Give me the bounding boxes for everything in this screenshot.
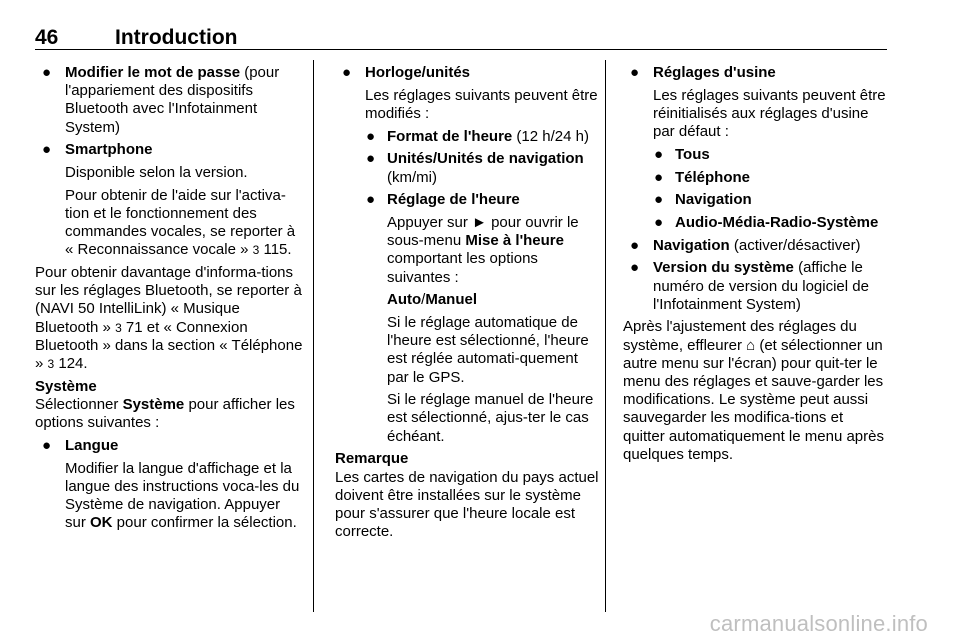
list-item [35, 141, 303, 259]
bullet-icon: ● [366, 127, 376, 145]
item-title: Langue [65, 436, 119, 454]
page-reference-icon: 3 [115, 320, 122, 335]
bullet-icon: ● [342, 64, 352, 81]
bullet-icon: ● [654, 191, 664, 209]
list-item: ● Unités/Unités de navigation (km/mi) [366, 150, 584, 186]
list-item: ● Version du système (affiche le numéro de version du logiciel de l'Infotainment System) [630, 259, 869, 313]
bullet-icon: ● [630, 236, 640, 254]
bullet-icon: ● [654, 213, 664, 231]
list-item [35, 64, 303, 137]
arrow-right-icon: ► [472, 213, 487, 231]
item-text: Les réglages suivants peuvent être réinitialisés aux réglages d'usine par défaut : [653, 86, 886, 141]
bullet-icon: ● [630, 64, 640, 81]
bullet-icon: ● [42, 64, 52, 81]
list-item: ● Tous [654, 145, 710, 163]
bullet-icon: ● [42, 141, 52, 159]
option-label: Auto/Manuel [387, 291, 478, 309]
bullet-icon: ● [654, 145, 664, 163]
page-reference-icon: 3 [47, 357, 55, 372]
list-item: ● Format de l'heure (12 h/24 h) [366, 127, 589, 145]
column-1 [35, 64, 303, 537]
item-title: Horloge/unités [365, 64, 471, 81]
page-header [35, 26, 887, 50]
page-title: Introduction [115, 26, 238, 49]
item-title: Smartphone [65, 141, 153, 159]
list-item: ● Navigation (activer/désactiver) [630, 236, 861, 254]
list-item [335, 64, 600, 123]
list-item: ● Téléphone [654, 168, 751, 186]
bullet-icon: ● [654, 168, 664, 186]
note-heading: Remarque [335, 450, 409, 468]
item-text: Pour obtenir de l'aide sur l'activa-tion et le fonctionnement des commandes vocales, se reporter à « Reconnaissance vocale » 3 115. [65, 186, 296, 259]
item-text: Modifier la langue d'affichage et la langue des instructions voca-les du Système de navigation. Appuyer sur OK pour confirmer la sélection. [65, 459, 300, 532]
bullet-icon: ● [630, 259, 640, 277]
column-divider-1 [313, 60, 314, 612]
paragraph: Pour obtenir davantage d'informa-tions sur les réglages Bluetooth, se reporter à (NAVI 50 IntelliLink) « Musique Bluetooth » 3 71 et « Connexion Bluetooth » dans la section « Téléphone » 3 124. [35, 264, 303, 373]
item-text: Les réglages suivants peuvent être modifiés : [365, 86, 598, 122]
item-text: Appuyer sur ► pour ouvrir le sous-menu Mise à l'heure comportant les options suivantes : [387, 213, 579, 286]
page-number: 46 [35, 26, 59, 49]
item-text: (pour l'appariement des dispositifs Bluetooth avec l'Infotainment System) [65, 64, 280, 136]
column-2 [335, 64, 600, 541]
item-title: Modifier le mot de passe [65, 64, 241, 81]
item-text: Si le réglage manuel de l'heure est sélectionné, ajus-ter le cas échéant. [387, 391, 594, 445]
bullet-icon: ● [366, 150, 376, 168]
item-text: Si le réglage automatique de l'heure est sélectionné, l'heure est réglée automati-quement par le GPS. [387, 313, 589, 386]
column-3 [623, 64, 888, 464]
column-divider-2 [605, 60, 606, 612]
item-text: Disponible selon la version. [65, 164, 248, 182]
home-icon: ⌂ [746, 336, 756, 354]
list-item: ● Audio-Média-Radio-Système [654, 213, 879, 231]
list-item: ● Réglage de l'heure Appuyer sur ► pour ouvrir le sous-menu Mise à l'heure comportant les options suivantes : Auto/Manuel Si le réglage automatique de l'heure est sélectionné, l'heure est réglée automati-quement par le GPS. Si le réglage manuel de l'heure est sélectionné, ajus-ter le cas échéant. [335, 191, 600, 446]
paragraph: Sélectionner Système pour afficher les options suivantes : [35, 395, 295, 432]
bullet-icon: ● [366, 191, 376, 209]
bullet-icon: ● [42, 436, 52, 454]
page-reference-icon: 3 [252, 243, 260, 258]
section-heading: Système [35, 377, 97, 395]
note-text: Les cartes de navigation du pays actuel doivent être installées sur le système pour s'assurer que l'heure locale est correcte. [335, 468, 599, 541]
list-item [623, 64, 888, 141]
watermark: carmanualsonline.info [709, 611, 928, 636]
list-item [35, 437, 303, 533]
paragraph: Après l'ajustement des réglages du système, effleurer ⌂ (et sélectionner un autre menu sur l'écran) pour quit-ter le menu des réglages et sauve-garder les modifications. Le système peut aussi sauvegarder les modifica-tions et quitter automatiquement le menu après quelques temps. [623, 318, 884, 463]
list-item: ● Navigation [654, 191, 752, 209]
item-title: Réglages d'usine [653, 64, 776, 81]
